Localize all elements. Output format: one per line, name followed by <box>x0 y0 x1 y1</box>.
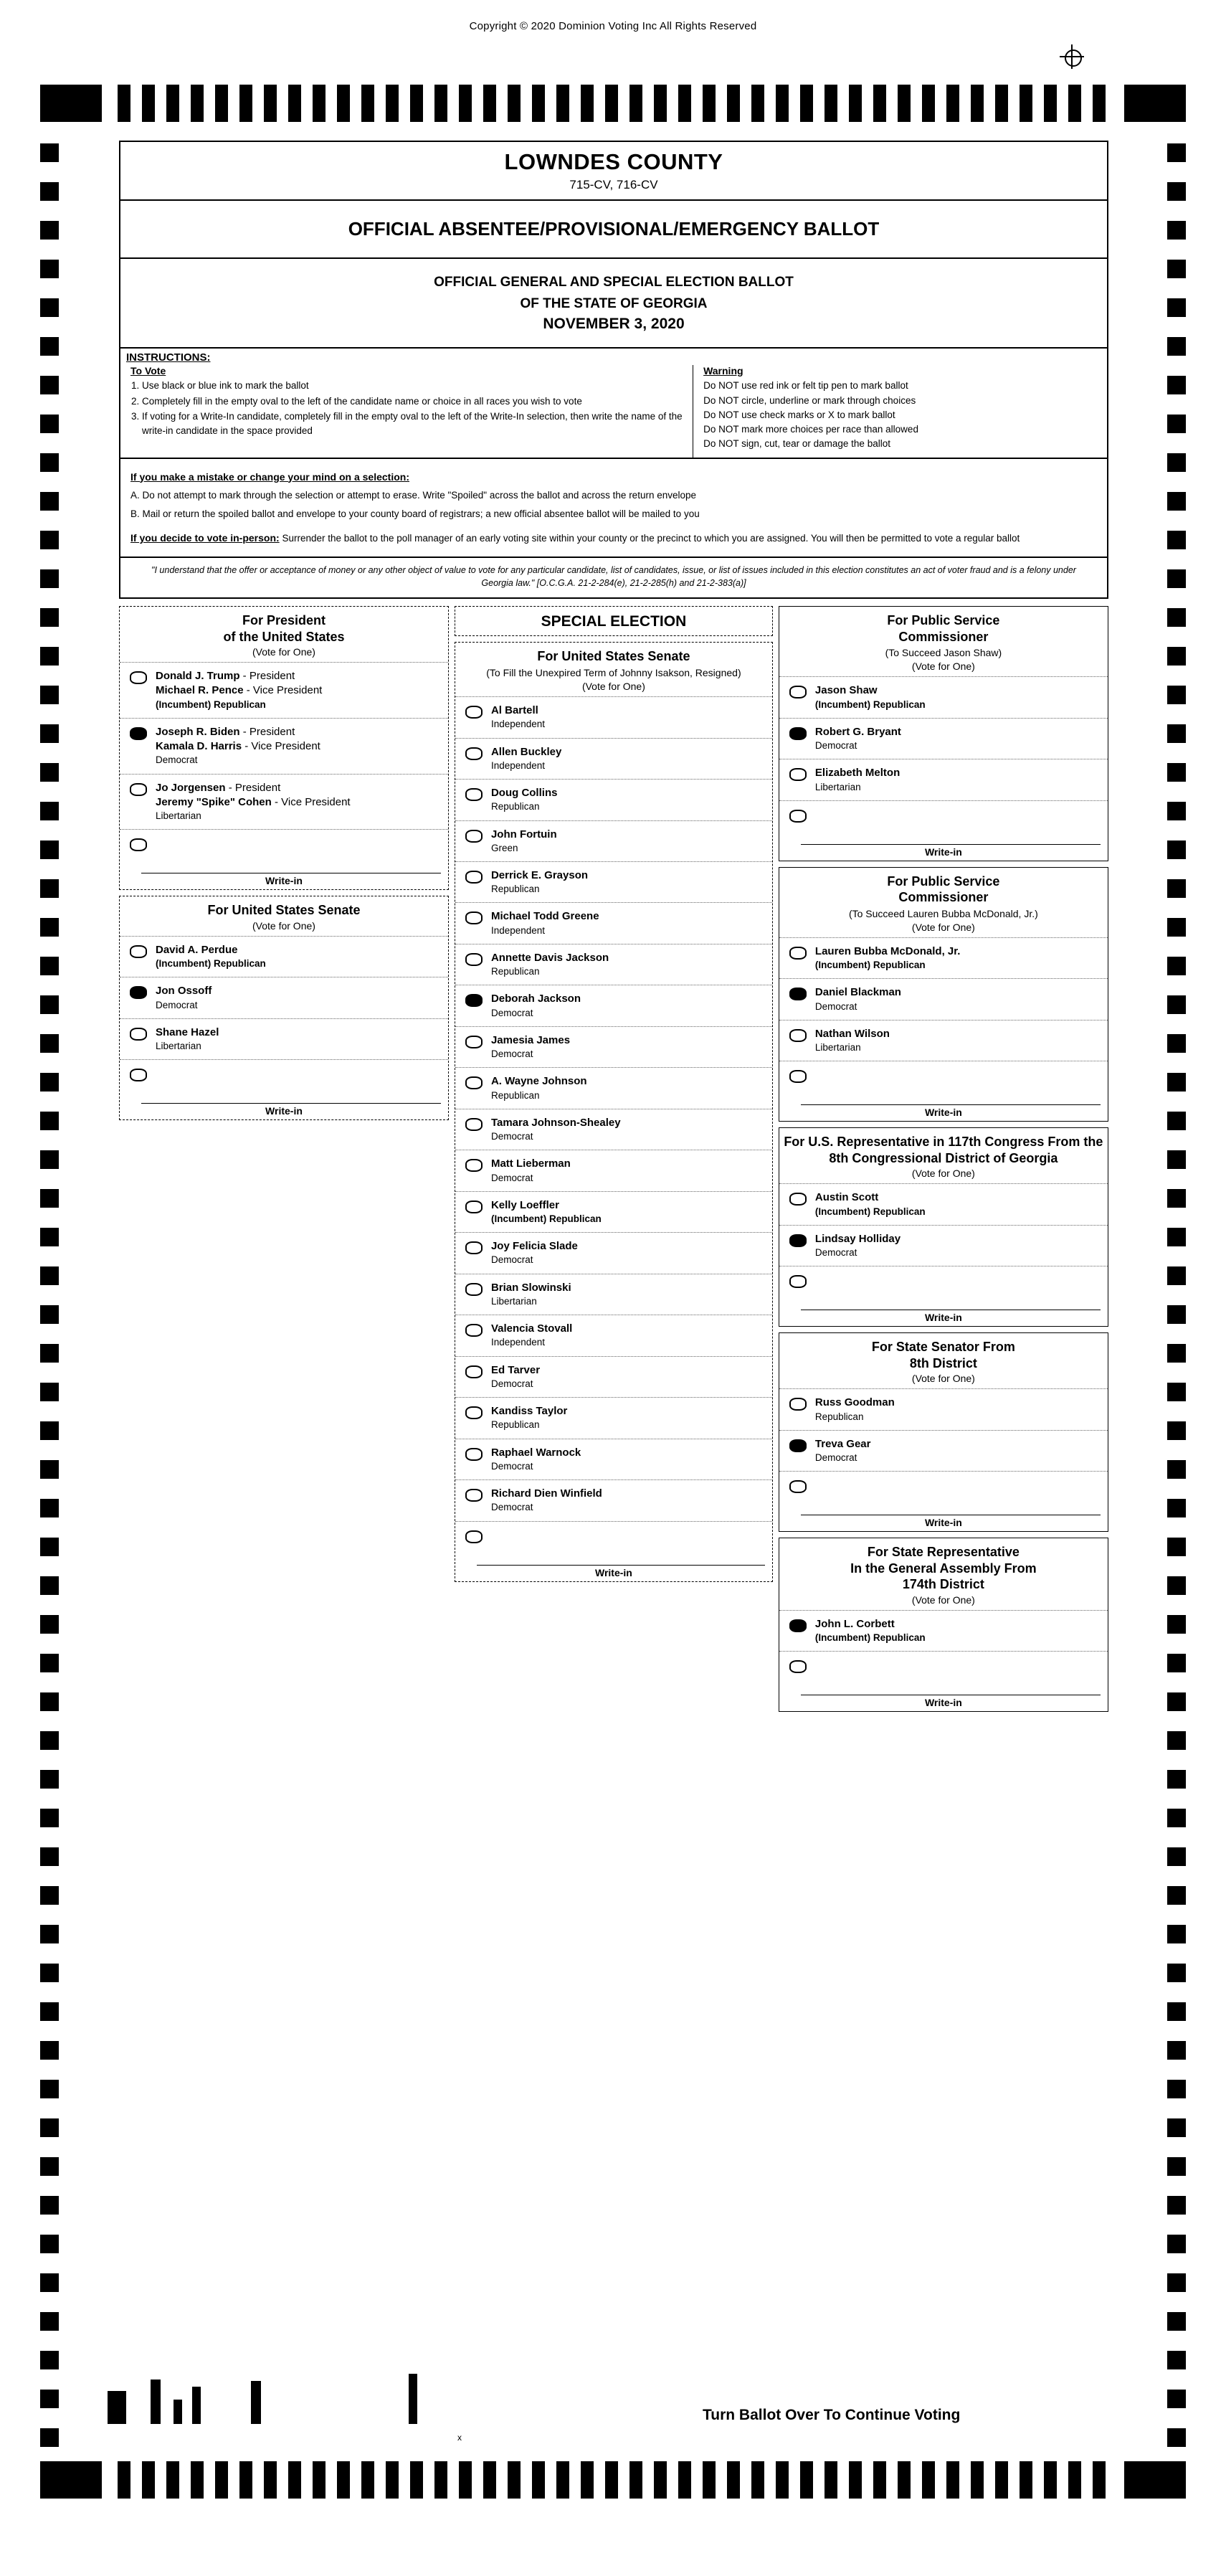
write-in-label: Write-in <box>924 1517 962 1529</box>
candidate-party: (Incumbent) Republican <box>156 958 266 970</box>
candidate-option[interactable] <box>779 676 1108 717</box>
vote-for-instruction: (Vote for One) <box>252 646 315 658</box>
candidate-party: Republican <box>490 801 540 813</box>
alignment-plus-mark: + <box>43 2433 51 2447</box>
contest-header <box>120 607 448 662</box>
candidate-party: Democrat <box>490 1460 533 1472</box>
write-in-label: Write-in <box>265 1105 303 1117</box>
write-in-option[interactable] <box>779 1651 1108 1676</box>
to-vote-column <box>120 365 693 457</box>
vote-for-instruction: (Vote for One) <box>911 1594 975 1606</box>
warning-line: Do NOT circle, underline or mark through choices <box>703 394 916 406</box>
write-in-option[interactable] <box>779 1061 1108 1086</box>
vote-oval-empty[interactable] <box>465 1406 483 1419</box>
vote-oval-empty[interactable] <box>789 1480 807 1493</box>
vote-oval-empty[interactable] <box>789 1193 807 1206</box>
running-mate-name: Kamala D. Harris - Vice President <box>156 740 320 753</box>
vote-oval-empty[interactable] <box>465 706 483 719</box>
candidate-option[interactable] <box>120 936 448 977</box>
candidate-party: Democrat <box>156 999 198 1010</box>
vote-oval-empty[interactable] <box>465 788 483 801</box>
vote-oval-empty[interactable] <box>789 947 807 960</box>
candidate-name: Richard Dien Winfield <box>490 1487 602 1500</box>
candidate-name: Donald J. Trump - President <box>156 670 295 683</box>
vote-oval-empty[interactable] <box>465 1241 483 1254</box>
vote-oval-empty[interactable] <box>789 1275 807 1288</box>
candidate-option[interactable] <box>120 1018 448 1059</box>
candidate-party: Democrat <box>490 1254 533 1266</box>
warning-line: Do NOT use red ink or felt tip pen to mark ballot <box>703 380 908 392</box>
top-timing-marks <box>40 85 1186 122</box>
contest-subtitle: (To Succeed Lauren Bubba McDonald, Jr.) <box>848 907 1038 919</box>
vote-oval-filled[interactable] <box>465 994 483 1007</box>
contest-president <box>119 606 449 890</box>
instructions-block <box>120 349 1107 458</box>
candidate-option[interactable] <box>779 937 1108 978</box>
in-person-title: If you decide to vote in-person: <box>130 532 280 544</box>
write-in-label: Write-in <box>265 875 303 887</box>
vote-oval-filled[interactable] <box>789 1619 807 1632</box>
election-line-1: OFFICIAL GENERAL AND SPECIAL ELECTION BALLOT <box>434 275 794 290</box>
bottom-timing-marks <box>40 2461 1186 2499</box>
vote-oval-empty[interactable] <box>465 871 483 884</box>
to-vote-title: To Vote <box>130 365 166 377</box>
candidate-option[interactable] <box>455 1397 772 1438</box>
candidate-party: Democrat <box>490 1007 533 1018</box>
candidate-option[interactable] <box>779 718 1108 759</box>
candidate-party: Independent <box>490 719 546 730</box>
instruction-step: 3. If voting for a Write-In candidate, completely fill in the empty oval to the left of the Write-In selection, then write the name of the write-in candidate in the space provided <box>142 409 687 437</box>
candidate-party: Independent <box>490 1337 546 1348</box>
candidate-option[interactable] <box>779 1020 1108 1061</box>
candidate-party: Democrat <box>490 1131 533 1142</box>
election-date: NOVEMBER 3, 2020 <box>543 316 685 333</box>
right-timing-marks <box>1167 143 1186 2467</box>
registration-target-icon <box>1060 44 1084 69</box>
vote-oval-empty[interactable] <box>789 1398 807 1411</box>
vote-oval-empty[interactable] <box>130 783 147 796</box>
vote-oval-empty[interactable] <box>465 830 483 843</box>
contest-header <box>455 643 772 696</box>
candidate-party: (Incumbent) Republican <box>814 699 926 710</box>
vote-oval-empty[interactable] <box>465 1324 483 1337</box>
vote-oval-empty[interactable] <box>465 1530 483 1543</box>
contest-title: For Public Service Commissioner <box>887 873 1000 905</box>
candidate-party: Green <box>490 842 518 853</box>
vote-oval-empty[interactable] <box>130 945 147 958</box>
candidate-party: (Incumbent) Republican <box>814 1632 926 1644</box>
candidate-option[interactable] <box>455 944 772 985</box>
contest-title: For United States Senate <box>537 649 690 664</box>
in-person-text: Surrender the ballot to the poll manager of an early voting site within your county or the precinct to which you are assigned. You will then be permitted to vote a regular ballot <box>282 533 1020 544</box>
special-election-title: SPECIAL ELECTION <box>541 613 687 630</box>
candidate-name: Tamara Johnson-Shealey <box>490 1116 621 1129</box>
candidate-party: Democrat <box>490 1172 533 1183</box>
write-in-line[interactable] <box>801 1679 1101 1695</box>
candidate-option[interactable] <box>455 1191 772 1232</box>
warning-column <box>693 365 1107 457</box>
running-mate-name: Michael R. Pence - Vice President <box>156 684 323 697</box>
vote-oval-empty[interactable] <box>789 1660 807 1673</box>
candidate-name: Joy Felicia Slade <box>490 1240 578 1253</box>
candidate-name: Lindsay Holliday <box>814 1232 901 1245</box>
mistake-instructions <box>120 459 1107 558</box>
vote-oval-empty[interactable] <box>789 768 807 781</box>
candidate-option[interactable] <box>120 718 448 774</box>
candidate-option[interactable] <box>779 759 1108 800</box>
contest-state-senator-8 <box>779 1332 1108 1532</box>
column-left <box>119 606 449 1718</box>
candidate-option[interactable] <box>455 820 772 861</box>
contest-title: For President of the United States <box>223 613 345 644</box>
vote-oval-filled[interactable] <box>789 727 807 740</box>
write-in-label: Write-in <box>924 846 962 858</box>
warning-line: Do NOT mark more choices per race than allowed <box>703 424 918 435</box>
candidate-name: David A. Perdue <box>156 943 238 956</box>
candidate-option[interactable] <box>455 1274 772 1315</box>
write-in-option[interactable] <box>779 1471 1108 1496</box>
election-line-2: OF THE STATE OF GEORGIA <box>520 295 708 311</box>
candidate-name: Joseph R. Biden - President <box>156 725 295 738</box>
vote-oval-empty[interactable] <box>130 838 147 851</box>
contest-header <box>120 896 448 936</box>
candidate-option[interactable] <box>455 1356 772 1397</box>
contest-title: For State Representative In the General Assembly From 174th District <box>850 1545 1037 1592</box>
candidate-name: Jamesia James <box>490 1033 571 1046</box>
warning-line: Do NOT use check marks or X to mark ballot <box>703 409 895 420</box>
candidate-party: Republican <box>814 1411 864 1422</box>
vote-oval-empty[interactable] <box>465 1076 483 1089</box>
write-in-option[interactable] <box>120 1059 448 1084</box>
candidate-option[interactable] <box>455 779 772 820</box>
vote-for-instruction: (Vote for One) <box>911 1373 975 1385</box>
vote-oval-empty[interactable] <box>130 1069 147 1081</box>
candidate-party: Libertarian <box>814 1042 861 1053</box>
vote-oval-empty[interactable] <box>465 1365 483 1378</box>
write-in-label: Write-in <box>924 1107 962 1119</box>
candidate-option[interactable] <box>455 1479 772 1520</box>
candidate-party: (Incumbent) Republican <box>156 699 266 710</box>
candidate-name: Raphael Warnock <box>490 1446 581 1459</box>
candidate-name: Doug Collins <box>490 787 558 800</box>
candidate-party: Libertarian <box>156 810 201 822</box>
write-in-option[interactable] <box>779 1266 1108 1291</box>
write-in-line[interactable] <box>801 1089 1101 1105</box>
county-header <box>120 142 1107 201</box>
candidate-name: Valencia Stovall <box>490 1322 573 1335</box>
candidate-party: Republican <box>490 966 540 977</box>
candidate-option[interactable] <box>120 977 448 1018</box>
candidate-party: Republican <box>490 1419 540 1431</box>
contest-header <box>779 1538 1108 1610</box>
candidate-name: John L. Corbett <box>814 1617 895 1630</box>
special-election-section <box>455 606 773 636</box>
contest-psc-shaw <box>779 606 1108 861</box>
vote-oval-empty[interactable] <box>465 1118 483 1131</box>
vote-oval-filled[interactable] <box>130 727 147 740</box>
contest-subtitle: (To Fill the Unexpired Term of Johnny Isakson, Resigned) <box>486 666 741 678</box>
candidate-name: Daniel Blackman <box>814 986 901 999</box>
contest-title: For Public Service Commissioner <box>887 613 1000 644</box>
vote-oval-filled[interactable] <box>130 986 147 999</box>
candidate-name: Kandiss Taylor <box>490 1405 568 1418</box>
instructions-title: INSTRUCTIONS: <box>126 351 211 364</box>
vote-oval-empty[interactable] <box>465 1448 483 1461</box>
write-in-option[interactable] <box>779 800 1108 825</box>
contest-columns <box>119 606 1108 1718</box>
candidate-option[interactable] <box>455 861 772 902</box>
candidate-party: Independent <box>490 924 546 936</box>
candidate-option[interactable] <box>455 1109 772 1150</box>
column-right <box>779 606 1108 1718</box>
candidate-party: Libertarian <box>490 1295 537 1307</box>
contest-us-senate-special <box>455 642 773 1581</box>
vote-oval-empty[interactable] <box>465 911 483 924</box>
candidate-party: Democrat <box>814 1247 857 1259</box>
candidate-party: Democrat <box>814 740 857 752</box>
warning-line: Do NOT sign, cut, tear or damage the ballot <box>703 438 890 450</box>
write-in-label: Write-in <box>924 1697 962 1709</box>
write-in-line[interactable] <box>801 1294 1101 1310</box>
candidate-option[interactable] <box>779 978 1108 1019</box>
candidate-name: Lauren Bubba McDonald, Jr. <box>814 944 961 957</box>
mistake-option-b: B. Mail or return the spoiled ballot and envelope to your county board of registrars; a new official absentee ballot will be mailed to you <box>130 508 700 519</box>
candidate-option[interactable] <box>455 1315 772 1355</box>
contest-header <box>779 1128 1108 1183</box>
candidate-name: Nathan Wilson <box>814 1027 890 1040</box>
write-in-option[interactable] <box>455 1521 772 1546</box>
vote-oval-empty[interactable] <box>465 1201 483 1213</box>
voter-fraud-oath: "I understand that the offer or acceptance of money or any other object of value to vote for any particular candidate, list of candidates, issue, or list of issues included in this election constitutes an act of voter fraud and is a felony under Georgia law." [O.C.G.A. 21-2-284(e), 21-2-285(h) and 21-2-383(a)] <box>151 564 1076 589</box>
candidate-name: Treva Gear <box>814 1437 871 1450</box>
candidate-name: Matt Lieberman <box>490 1157 571 1170</box>
candidate-option[interactable] <box>455 902 772 943</box>
vote-oval-empty[interactable] <box>465 1283 483 1296</box>
contest-us-senate-regular <box>119 896 449 1120</box>
vote-oval-empty[interactable] <box>789 1070 807 1083</box>
column-middle <box>449 606 779 1718</box>
candidate-option[interactable] <box>455 1439 772 1479</box>
candidate-party: Democrat <box>490 1502 533 1513</box>
candidate-option[interactable] <box>779 1610 1108 1651</box>
write-in-line[interactable] <box>141 857 441 873</box>
contest-subtitle: (To Succeed Jason Shaw) <box>885 647 1002 659</box>
vote-for-instruction: (Vote for One) <box>581 681 645 693</box>
candidate-party: Republican <box>490 1089 540 1101</box>
contest-header <box>779 1333 1108 1388</box>
instruction-step: 2. Completely fill in the empty oval to the left of the candidate name or choice in all races you wish to vote <box>142 394 687 409</box>
election-title <box>120 259 1107 349</box>
candidate-option[interactable] <box>779 1430 1108 1471</box>
candidate-party: (Incumbent) Republican <box>490 1213 602 1225</box>
write-in-option[interactable] <box>120 829 448 854</box>
contest-title: For United States Senate <box>207 903 361 918</box>
candidate-name: Michael Todd Greene <box>490 910 599 923</box>
write-in-label: Write-in <box>595 1566 632 1578</box>
ballot-content <box>119 141 1108 1718</box>
copyright-notice: Copyright © 2020 Dominion Voting Inc All Rights Reserved <box>469 20 757 32</box>
contest-header <box>779 868 1108 937</box>
candidate-party: Libertarian <box>814 781 861 792</box>
vote-oval-filled[interactable] <box>789 988 807 1000</box>
candidate-name: Shane Hazel <box>156 1026 219 1038</box>
candidate-option[interactable] <box>455 1067 772 1108</box>
running-mate-name: Jeremy "Spike" Cohen - Vice President <box>156 795 351 808</box>
candidate-name: Kelly Loeffler <box>490 1198 559 1211</box>
vote-oval-empty[interactable] <box>465 1159 483 1172</box>
candidate-party: Libertarian <box>156 1041 201 1052</box>
vote-for-instruction: (Vote for One) <box>911 1168 975 1180</box>
candidate-party: (Incumbent) Republican <box>814 960 926 971</box>
candidate-name: Jason Shaw <box>814 684 878 697</box>
county-name: LOWNDES COUNTY <box>504 149 723 174</box>
ballot-style-code: 715-CV, 716-CV <box>569 178 658 191</box>
write-in-label: Write-in <box>924 1312 962 1324</box>
vote-oval-filled[interactable] <box>789 1234 807 1247</box>
candidate-party: Democrat <box>814 1000 857 1012</box>
candidate-option[interactable] <box>779 1388 1108 1429</box>
contest-psc-mcdonald <box>779 867 1108 1122</box>
official-ballot-type <box>120 201 1107 259</box>
vote-for-instruction: (Vote for One) <box>911 660 975 673</box>
candidate-party: Independent <box>490 759 546 771</box>
contest-title: For State Senator From 8th District <box>871 1340 1015 1370</box>
candidate-name: Robert G. Bryant <box>814 725 901 738</box>
vote-oval-filled[interactable] <box>789 1439 807 1452</box>
candidate-name: Annette Davis Jackson <box>490 951 609 964</box>
alignment-x-mark: x <box>457 2433 462 2443</box>
write-in-line[interactable] <box>477 1549 765 1566</box>
candidate-option[interactable] <box>455 1150 772 1190</box>
write-in-line[interactable] <box>801 1499 1101 1515</box>
candidate-party: Democrat <box>490 1378 533 1389</box>
write-in-line[interactable] <box>801 828 1101 845</box>
write-in-line[interactable] <box>141 1087 441 1104</box>
candidate-name: John Fortuin <box>490 828 557 840</box>
turn-ballot-text: Turn Ballot Over To Continue Voting <box>703 2407 961 2423</box>
vote-for-instruction: (Vote for One) <box>911 921 975 933</box>
vote-oval-empty[interactable] <box>465 1489 483 1502</box>
candidate-party: Democrat <box>156 754 198 766</box>
candidate-name: Deborah Jackson <box>490 993 581 1005</box>
candidate-option[interactable] <box>120 774 448 830</box>
candidate-option[interactable] <box>779 1183 1108 1224</box>
candidate-party: Republican <box>490 884 540 895</box>
contest-title: For U.S. Representative in 117th Congress From the 8th Congressional District of Georgia <box>784 1135 1103 1165</box>
official-ballot-label: OFFICIAL ABSENTEE/PROVISIONAL/EMERGENCY BALLOT <box>348 218 880 240</box>
mistake-title: If you make a mistake or change your mind on a selection: <box>130 470 409 483</box>
candidate-option[interactable] <box>455 738 772 779</box>
candidate-option[interactable] <box>455 1232 772 1273</box>
candidate-party: (Incumbent) Republican <box>814 1206 926 1217</box>
candidate-name: Russ Goodman <box>814 1396 895 1409</box>
instruction-step: 1. Use black or blue ink to mark the ballot <box>142 379 687 393</box>
candidate-name: Brian Slowinski <box>490 1281 571 1294</box>
candidate-name: Derrick E. Grayson <box>490 869 589 882</box>
contest-header <box>779 607 1108 676</box>
candidate-name: Elizabeth Melton <box>814 767 901 780</box>
candidate-name: Austin Scott <box>814 1191 879 1204</box>
candidate-party: Democrat <box>490 1048 533 1060</box>
vote-oval-empty[interactable] <box>789 686 807 699</box>
candidate-name: Jo Jorgensen - President <box>156 781 281 794</box>
special-election-header <box>455 607 772 635</box>
ballot-header <box>119 141 1108 599</box>
vote-oval-empty[interactable] <box>789 810 807 823</box>
contest-state-rep-174 <box>779 1538 1108 1712</box>
mistake-option-a: A. Do not attempt to mark through the selection or attempt to erase. Write "Spoiled" across the ballot and across the return envelope <box>130 489 697 501</box>
vote-for-instruction: (Vote for One) <box>252 919 315 932</box>
candidate-party: Democrat <box>814 1452 857 1464</box>
candidate-name: Al Bartell <box>490 704 538 717</box>
vote-oval-empty[interactable] <box>465 953 483 966</box>
candidate-name: A. Wayne Johnson <box>490 1075 587 1088</box>
candidate-option[interactable] <box>779 1225 1108 1266</box>
vote-oval-empty[interactable] <box>465 1036 483 1048</box>
vote-oval-empty[interactable] <box>465 747 483 760</box>
warning-title: Warning <box>703 365 743 377</box>
candidate-name: Jon Ossoff <box>156 985 212 998</box>
left-timing-marks <box>40 143 59 2467</box>
contest-us-rep-8 <box>779 1127 1108 1327</box>
candidate-option[interactable] <box>120 662 448 718</box>
vote-oval-empty[interactable] <box>130 671 147 684</box>
candidate-option[interactable] <box>455 985 772 1026</box>
candidate-option[interactable] <box>455 1026 772 1067</box>
candidate-name: Allen Buckley <box>490 745 562 758</box>
candidate-name: Ed Tarver <box>490 1363 541 1376</box>
vote-oval-empty[interactable] <box>789 1029 807 1042</box>
candidate-option[interactable] <box>455 696 772 737</box>
vote-oval-empty[interactable] <box>130 1028 147 1041</box>
